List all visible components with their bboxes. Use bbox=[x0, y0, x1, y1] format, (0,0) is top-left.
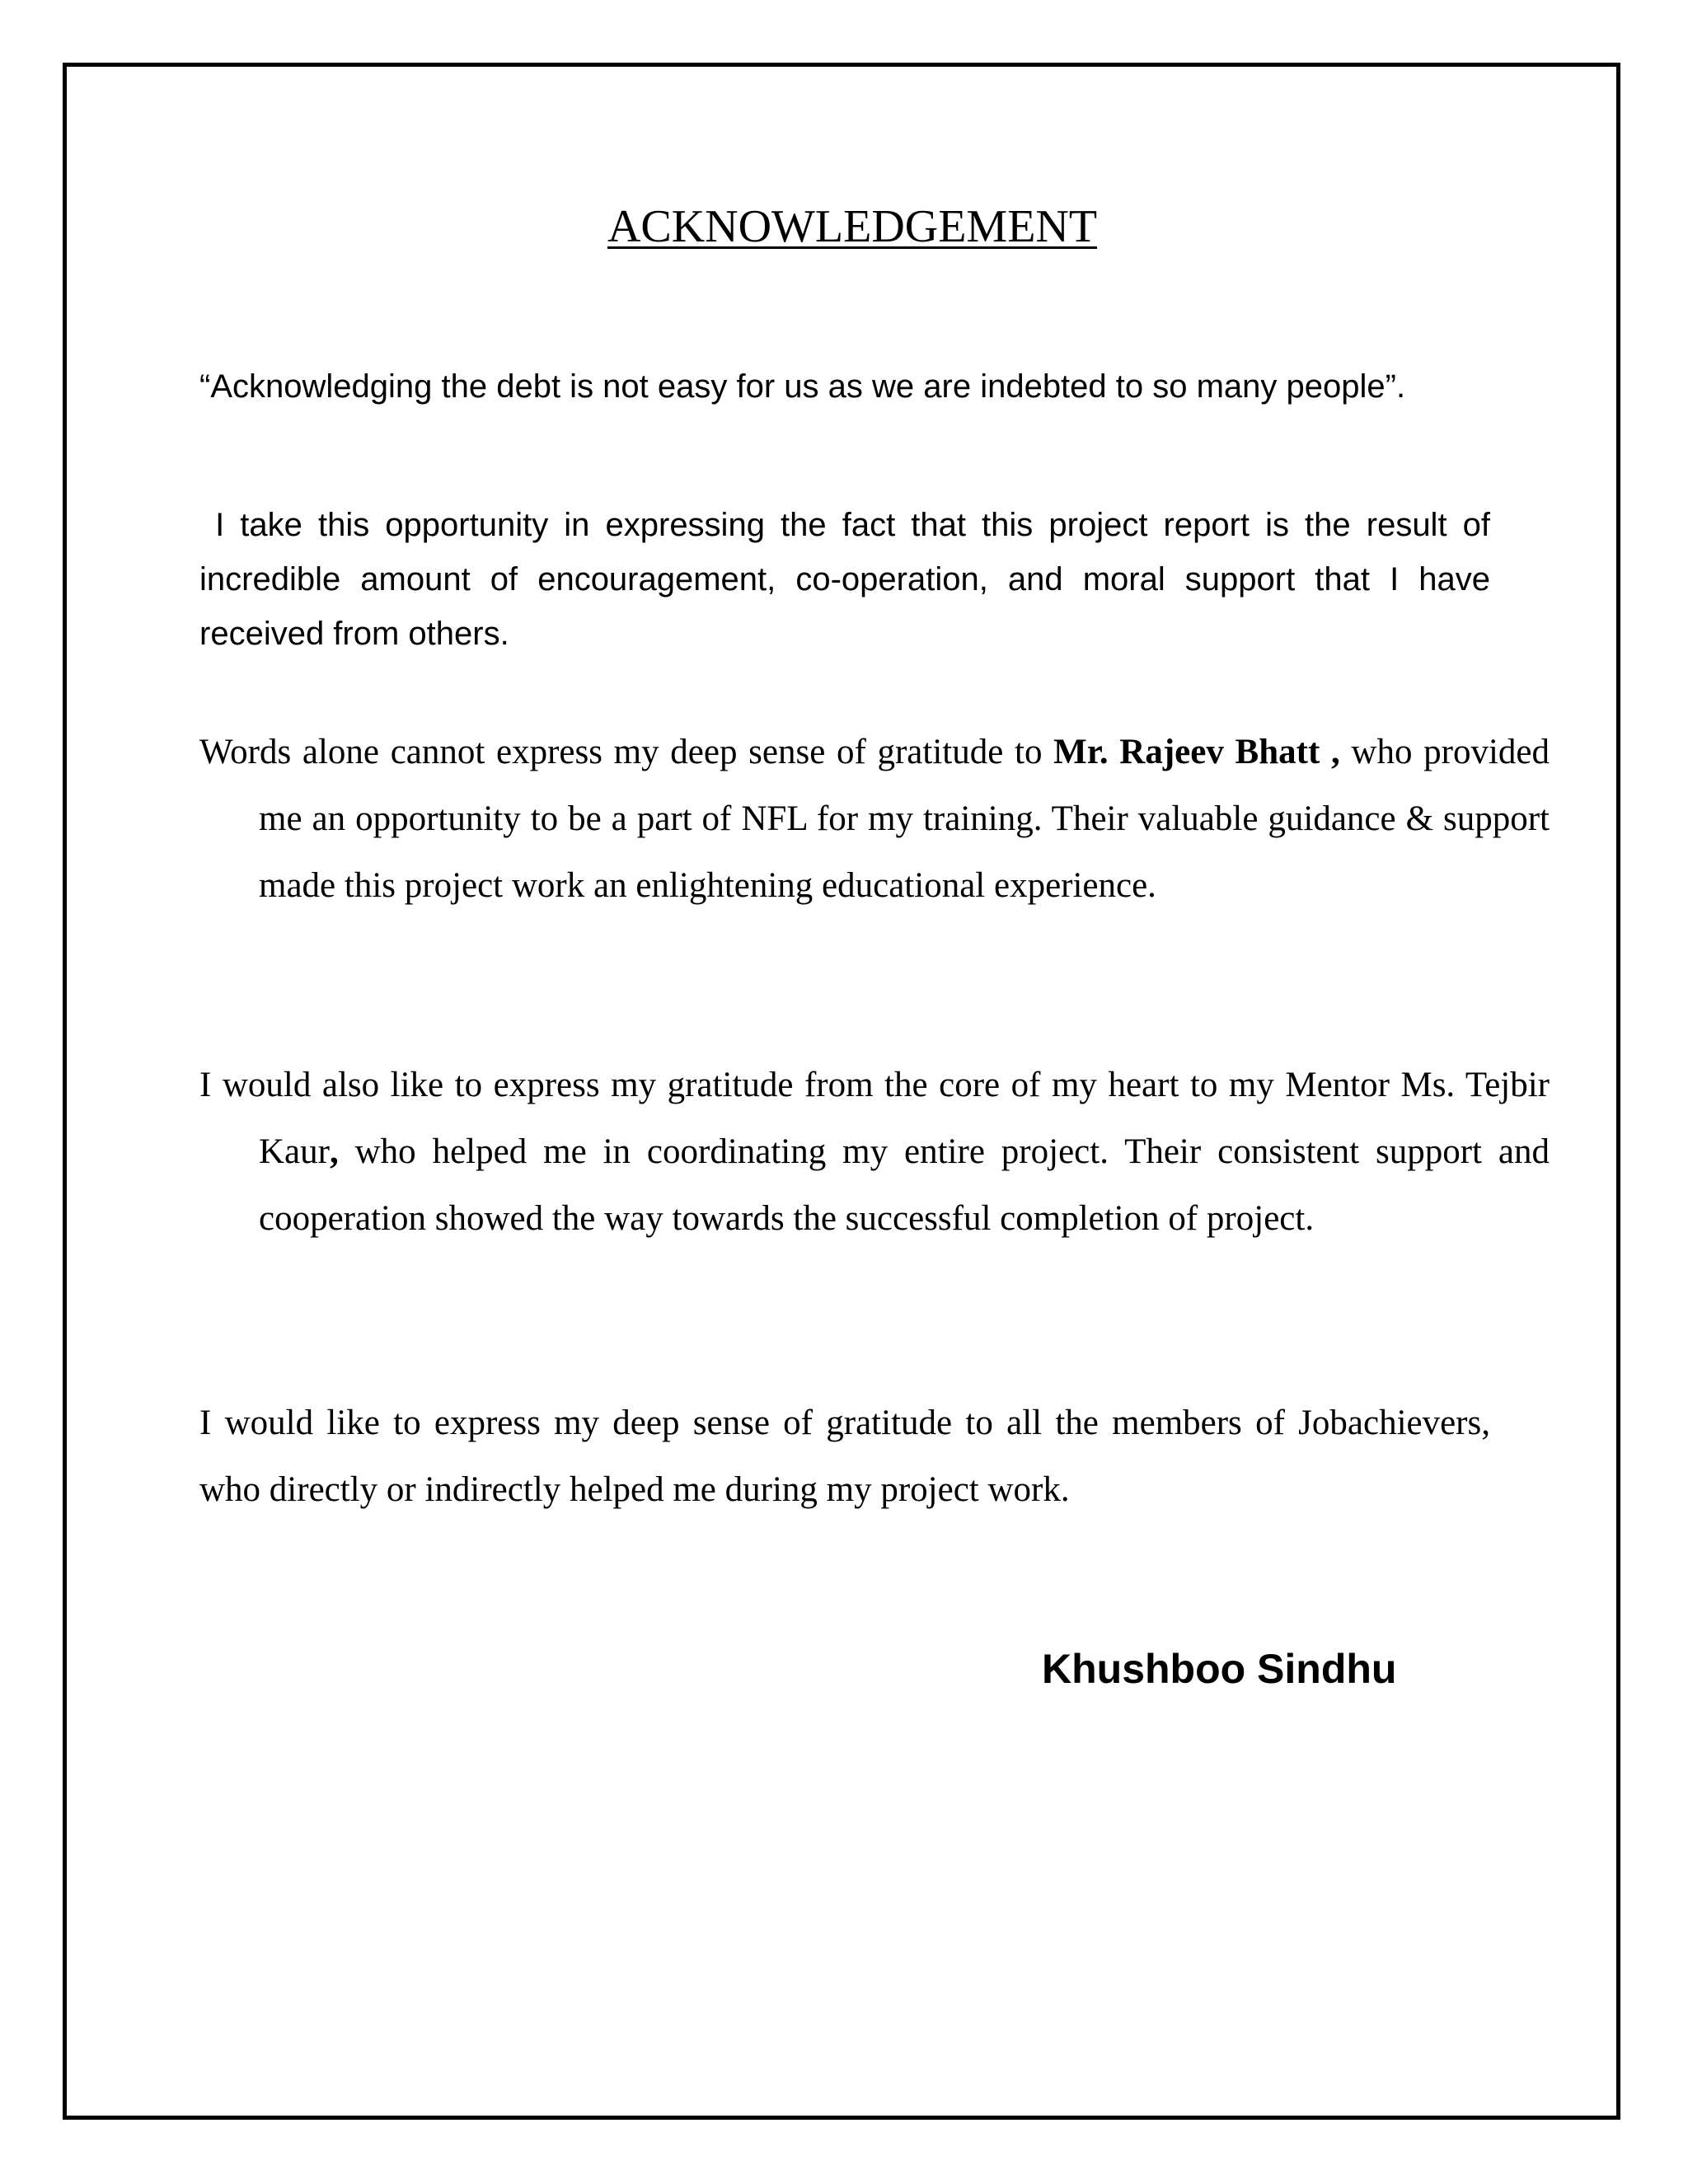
mentor-text-end: who helped me in coordinating my entire project. Their consistent support and cooperation showed the way towards the successful completion of project. bbox=[259, 1132, 1550, 1238]
title-text: ACKNOWLEDGEMENT bbox=[607, 201, 1098, 252]
gratitude-paragraph bbox=[199, 719, 1550, 919]
mentor-paragraph bbox=[199, 1052, 1550, 1252]
supervisor-name: Mr. Rajeev Bhatt , bbox=[1053, 733, 1340, 771]
gratitude-text-start: Words alone cannot express my deep sense of gratitude to bbox=[199, 733, 1054, 771]
mentor-comma: , bbox=[329, 1132, 339, 1171]
opportunity-paragraph: I take this opportunity in expressing the fact that this project report is the result of incredible amount of encouragement, co-operation, and moral support that I have received from others. bbox=[199, 507, 1500, 652]
quote-paragraph: “Acknowledging the debt is not easy for us as we are indebted to so many people”. bbox=[199, 368, 1406, 405]
mentor-text-start: I would also like to express my gratitude from the core of my heart to my Mentor Ms. Tejbir Kaur bbox=[199, 1066, 1550, 1171]
page-title bbox=[0, 198, 1688, 255]
members-paragraph: I would like to express my deep sense of gratitude to all the members of Jobachievers, who directly or indirectly helped me during my project work. bbox=[199, 1404, 1490, 1509]
signature-name: Khushboo Sindhu bbox=[1042, 1646, 1397, 1692]
gratitude-text-end: who provided me an opportunity to be a part of NFL for my training. Their valuable guidance & support made this project work an enlightening educational experience. bbox=[259, 733, 1550, 905]
